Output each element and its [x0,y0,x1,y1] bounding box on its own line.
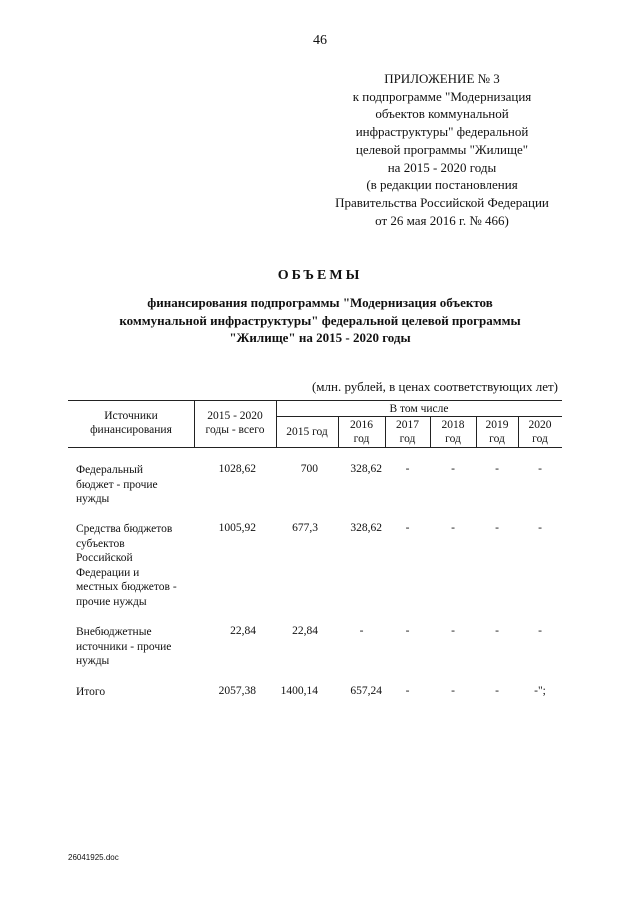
cell-2015: 700 [300,463,318,475]
document-subtitle [40,294,600,347]
cell-2017: - [405,463,410,475]
cell-2019: - [495,685,499,697]
header-total: 2015 - 2020 годы - всего [205,410,265,436]
cell-2019: - [495,522,499,534]
header-2015: 2015 год [286,426,328,438]
cell-2018: - [451,522,455,534]
units-note: (млн. рублей, в ценах соответствующих лет) [311,379,558,394]
subtitle-line: "Жилище" на 2015 - 2020 годы [229,330,411,346]
header-2016: 2016 год [350,419,373,445]
row-label: Федеральный бюджет - прочие нужды [76,464,158,505]
cell-2017: - [405,685,410,697]
cell-2020: - [538,463,542,475]
cell-2016: - [359,625,364,637]
header-2018: 2018 год [441,419,465,445]
cell-2016: 328,62 [350,463,382,475]
cell-total: 1005,92 [218,522,256,534]
row-label: Внебюджетные источники - прочие нужды [76,626,172,667]
cell-2017: - [405,625,410,637]
appendix-block [292,70,592,229]
cell-2015: 677,3 [292,522,318,534]
table-top-rule [68,400,562,401]
cell-2018: - [451,463,455,475]
cell-2018: - [451,685,455,697]
page-number: 46 [313,33,327,48]
cell-2020: - [538,625,542,637]
appendix-line: к подпрограмме "Модернизация [352,88,532,104]
cell-2019: - [495,463,499,475]
row-label-total: Итого [76,686,106,698]
cell-2020: - [538,522,542,534]
header-bottom-rule [68,447,562,448]
row-label: Средства бюджетов субъектов Российской Федерации и местных бюджетов - прочие нужды [76,523,177,608]
appendix-line: инфраструктуры" федеральной [355,124,529,140]
cell-2015: 1400,14 [280,685,318,697]
header-2019: 2019 год [485,419,509,445]
appendix-line: от 26 мая 2016 г. № 466) [375,212,509,228]
footer-filename: 26041925.doc [68,853,119,862]
header-including: В том числе [389,403,449,415]
cell-total: 1028,62 [218,463,256,475]
subtitle-line: коммунальной инфраструктуры" федеральной целевой программы [119,312,521,328]
cell-2016: 657,24 [350,685,382,697]
cell-2020: -"; [534,685,546,697]
cell-2019: - [495,625,499,637]
header-source: Источники финансирования [90,410,172,436]
appendix-line: (в редакции постановления [366,177,518,193]
cell-2018: - [451,625,455,637]
appendix-line: Правительства Российской Федерации [335,194,549,210]
cell-total: 2057,38 [218,685,256,697]
header-2020: 2020 год [528,419,552,445]
cell-total: 22,84 [230,625,256,637]
cell-2015: 22,84 [292,625,318,637]
appendix-line: объектов коммунальной [375,106,509,122]
document-title: ОБЪЕМЫ [277,268,363,283]
cell-2017: - [405,522,410,534]
cell-2016: 328,62 [350,522,382,534]
subtitle-line: финансирования подпрограммы "Модернизация объектов [147,295,493,310]
appendix-line: целевой программы "Жилище" [355,141,529,157]
header-2017: 2017 год [396,419,419,445]
appendix-line: на 2015 - 2020 годы [387,159,497,175]
subheader-rule [276,416,562,417]
appendix-line: ПРИЛОЖЕНИЕ № 3 [384,71,500,86]
